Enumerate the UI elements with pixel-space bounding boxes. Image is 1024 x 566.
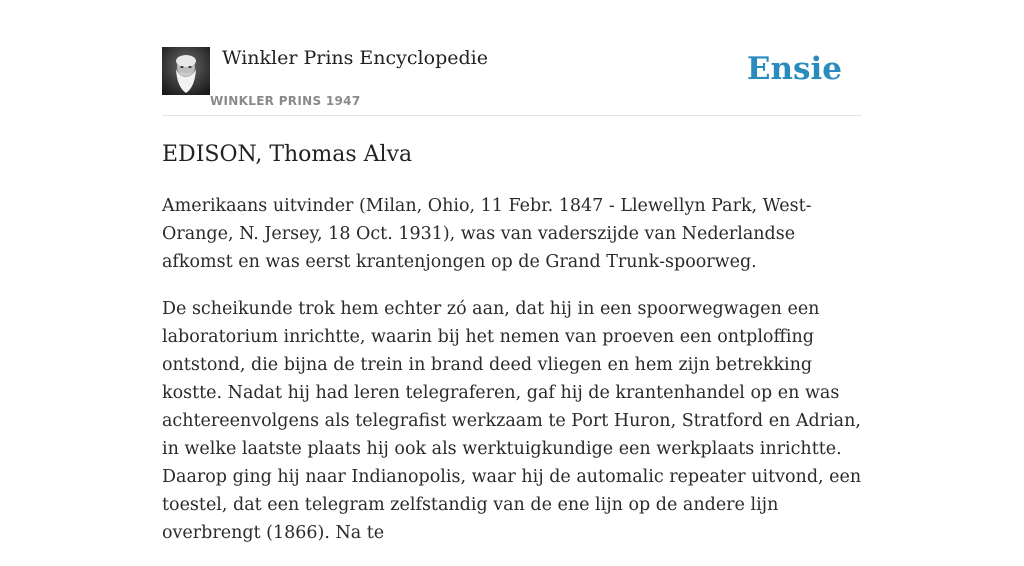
site-header (162, 0, 862, 116)
ensie-logo[interactable]: Ensie (746, 51, 842, 87)
content-column (162, 0, 862, 543)
edition-label[interactable]: WINKLER PRINS 1947 (210, 94, 361, 108)
avatar-image (162, 47, 210, 95)
article-paragraph: De scheikunde trok hem echter zó aan, dat hij in een spoorwegwagen een laboratorium inrichtte, waarin bij het nemen van proeven een ontploffing ontstond, die bijna de trein in brand deed vliegen en hem zijn betrekking kostte. Nadat hij had leren telegraferen, gaf hij de krantenhandel op en was achtereenvolgens als telegrafist werkzaam te Port Huron, Stratford en Adrian, in welke laatste plaats hij ook als werktuigkundige een werkplaats inrichtte. Daarop ging hij naar Indianopolis, waar hij de automalic repeater uitvond, een toestel, dat een telegram zelfstandig van de ene lijn op de andere lijn overbrengt (1866). Na te (162, 299, 862, 543)
site-title[interactable]: Winkler Prins Encyclopedie (222, 47, 488, 69)
article-title: EDISON, Thomas Alva (162, 142, 413, 167)
article-body (162, 192, 862, 566)
bearded-man-portrait-icon[interactable] (162, 47, 210, 95)
article-paragraph: Amerikaans uitvinder (Milan, Ohio, 11 Febr. 1847 - Llewellyn Park, West-Orange, N. Jersey, 18 Oct. 1931), was van vaderszijde van Nederlandse afkomst en was eerst krantenjongen op de Grand Trunk-spoorweg. (162, 196, 812, 272)
